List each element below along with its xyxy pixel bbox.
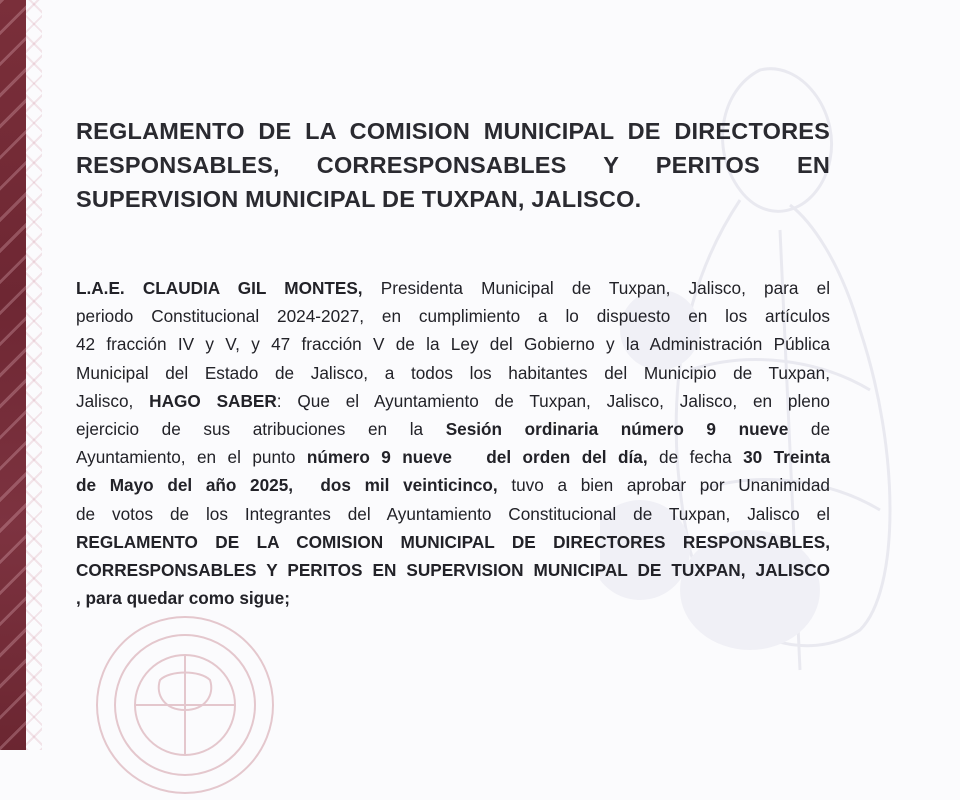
body-line-8: de Mayo del año 2025, dos mil veinticinco, tuvo a bien aprobar por Unanimidad: [76, 475, 830, 496]
body-line-7: Ayuntamiento, en el punto número 9 nueve del orden del día, de fecha 30 Treinta: [76, 447, 831, 468]
point-number: número 9 nueve: [306, 447, 452, 468]
date-day: 30 Treinta: [743, 447, 831, 468]
session-number: Sesión ordinaria número 9 nueve: [445, 419, 789, 440]
title-line-2: RESPONSABLES, CORRESPONSABLES Y PERITOS EN: [76, 152, 830, 178]
body-line-11: CORRESPONSABLES Y PERITOS EN SUPERVISION MUNICIPAL DE TUXPAN, JALISCO: [76, 560, 830, 581]
body-line-10: REGLAMENTO DE LA COMISION MUNICIPAL DE DIRECTORES RESPONSABLES,: [76, 531, 830, 552]
body-line-6: ejercicio de sus atribuciones en la Sesión ordinaria número 9 nueve de: [76, 419, 831, 440]
agenda-ref: del orden del día,: [486, 447, 648, 468]
body-line-4: Municipal del Estado de Jalisco, a todos los habitantes del Municipio de Tuxpan,: [76, 362, 830, 383]
body-line-5: Jalisco, HAGO SABER: Que el Ayuntamiento de Tuxpan, Jalisco, Jalisco, en pleno: [76, 390, 830, 411]
body-line-2: periodo Constitucional 2024-2027, en cumplimiento a lo dispuesto en los artículos: [76, 306, 830, 327]
body-line-1: L.A.E. CLAUDIA GIL MONTES, Presidenta Municipal de Tuxpan, Jalisco, para el: [76, 278, 831, 298]
body-line-3: 42 fracción IV y V, y 47 fracción V de la Ley del Gobierno y la Administración Pública: [76, 334, 830, 355]
body-line-12: , para quedar como sigue;: [76, 588, 290, 609]
hago-saber: HAGO SABER: [149, 390, 277, 411]
document-title: [76, 114, 830, 216]
document-body: [76, 274, 830, 612]
title-line-3: SUPERVISION MUNICIPAL DE TUXPAN, JALISCO.: [76, 186, 642, 212]
date-year-words: dos mil veinticinco,: [320, 475, 498, 496]
municipal-seal-icon: [90, 610, 280, 800]
president-name: L.A.E. CLAUDIA GIL MONTES,: [76, 278, 363, 298]
date-month-year: de Mayo del año 2025,: [76, 475, 294, 496]
title-line-1: REGLAMENTO DE LA COMISION MUNICIPAL DE DIRECTORES: [76, 118, 830, 144]
body-line-9: de votos de los Integrantes del Ayuntamiento Constitucional de Tuxpan, Jalisco el: [76, 503, 830, 524]
left-decorative-border: [0, 0, 26, 750]
border-pattern: [26, 0, 42, 750]
